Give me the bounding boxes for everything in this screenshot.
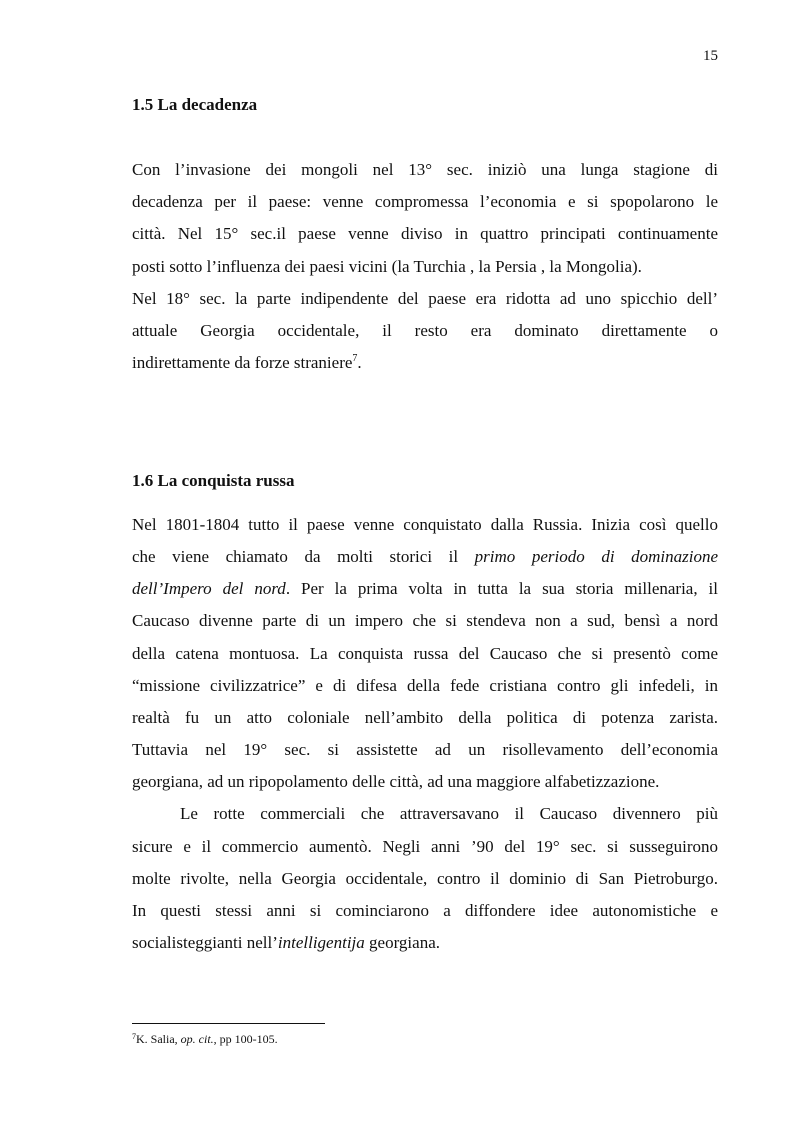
text-line: realtà fu un atto coloniale nell’ambito della politica di potenza zarista.: [132, 708, 718, 727]
text-line: Tuttavia nel 19° sec. si assistette ad un risollevamento dell’economia: [132, 740, 718, 759]
section-heading-decadenza: 1.5 La decadenza: [132, 95, 258, 114]
footnote-italic: op. cit.: [180, 1032, 214, 1046]
text-line: [132, 932, 718, 954]
footnote-author: K. Salia,: [136, 1032, 181, 1046]
text-line: georgiana, ad un ripopolamento delle città, ad una maggiore alfabetizzazione.: [132, 772, 660, 791]
text-line: “missione civilizzatrice” e di difesa della fede cristiana contro gli infedeli, in: [132, 676, 718, 695]
section-heading-conquista-russa: 1.6 La conquista russa: [132, 471, 295, 490]
text-line: In questi stessi anni si cominciarono a diffondere idee autonomistiche e: [132, 901, 718, 920]
text-line: Nel 1801-1804 tutto il paese venne conquistato dalla Russia. Inizia così quello: [132, 515, 718, 534]
text-line: Caucaso divenne parte di un impero che si stendeva non a sud, bensì a nord: [132, 611, 718, 630]
text-line: posti sotto l’influenza dei paesi vicini (la Turchia , la Persia , la Mongolia).: [132, 257, 642, 276]
text-line: Le rotte commerciali che attraversavano il Caucaso divennero più: [180, 804, 718, 823]
text-line: della catena montuosa. La conquista russa del Caucaso che si presentò come: [132, 644, 718, 663]
footnote: [132, 1032, 278, 1047]
footnote-separator: [132, 1023, 325, 1024]
italic-text: intelligentija: [277, 933, 365, 952]
text-span: socialisteggianti nell’: [132, 933, 278, 952]
text-line: Con l’invasione dei mongoli nel 13° sec. iniziò una lunga stagione di: [132, 160, 718, 179]
text-span: che viene chiamato da molti storici il: [132, 547, 475, 566]
text-line: [132, 546, 718, 568]
footnote-pages: , pp 100-105.: [213, 1032, 278, 1046]
italic-text: dell’Impero del nord: [132, 579, 286, 598]
text-span: . Per la prima volta in tutta la sua storia millenaria, il: [285, 579, 718, 598]
text-line: Nel 18° sec. la parte indipendente del paese era ridotta ad uno spicchio dell’: [132, 289, 718, 308]
text-line: città. Nel 15° sec.il paese venne diviso in quattro principati continuamente: [132, 224, 718, 243]
text-line: attuale Georgia occidentale, il resto era dominato direttamente o: [132, 321, 718, 340]
footnote-ref[interactable]: 7: [352, 353, 358, 364]
text-span: georgiana.: [364, 933, 440, 952]
text-line: decadenza per il paese: venne compromessa l’economia e si spopolarono le: [132, 192, 718, 211]
text-span: .: [357, 353, 362, 372]
text-line: molte rivolte, nella Georgia occidentale, contro il dominio di San Pietroburgo.: [132, 869, 718, 888]
footnote-number: 7: [132, 1032, 136, 1041]
text-line: [132, 352, 718, 374]
page-number: 15: [703, 48, 718, 64]
text-line: [132, 578, 718, 600]
italic-text: primo periodo di dominazione: [474, 547, 719, 566]
text-span: indirettamente da forze straniere: [132, 353, 353, 372]
text-line: sicure e il commercio aumentò. Negli anni ’90 del 19° sec. si susseguirono: [132, 837, 718, 856]
